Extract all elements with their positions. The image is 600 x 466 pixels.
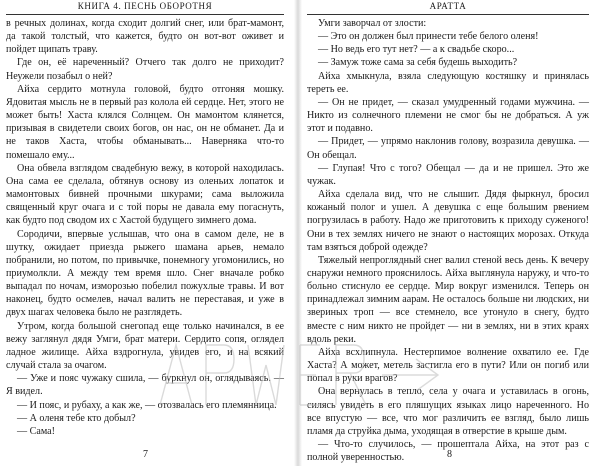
paragraph: Айха хмыкнула, взяла следующую костяшку и принялась тереть ее.: [307, 70, 589, 95]
running-head-left: КНИГА 4. ПЕСНЬ ОБОРОТНЯ: [6, 0, 284, 15]
paragraph: — Глупая! Что с того? Обещал — да и не пришел. Это же чужак.: [307, 162, 589, 187]
paragraph: Айха всхлипнула. Нестерпимое волнение охватило ее. Где Хаста? А может, метель застигла его в пути? Или он погиб или попал в руки врагов?: [307, 346, 589, 385]
paragraph: — Но ведь его тут нет? — а к свадьбе скоро...: [318, 44, 515, 56]
paragraph: Айха сделала вид, что не слышит. Дядя фыркнул, бросил кожаный полог и ушел. А девушка с еще большим рвением погрузилась в работу. Надо же приготовить к приходу суженого! Они в тех землях ничего не знают о настоящих морозах. Откуда там взяться доброй одежде?: [307, 189, 589, 253]
paragraph: Где он, её нареченный? Отчего так долго не приходит? Неужели позабыл о ней?: [6, 57, 284, 82]
paragraph: — Это он должен был принести тебе белого оленя!: [318, 31, 539, 43]
paragraph: Сородичи, впервые услышав, что она в самом деле, не в шутку, ожидает приезда рыжего шамана арьев, немало побранили, но потом, по привычке, понемногу угомонились, но приумолкли. А между тем время шло. Снег вначале робко выпадал по ночам, изморозью побелил пожухлые травы. И вот наконец, будто осмелев, начал валить не переставая, и уже в двух шагах человека было не разглядеть.: [6, 228, 284, 319]
right-page-text: [307, 17, 589, 464]
paragraph: Она вернулась в тепло, села у очага и уставилась в огонь, силясь увидеть в его пляшущих языках лицо нареченного. Но все впустую — все, что мог различить ее взгляд, было лишь пламя да струйка дыма, уходящая в отверстие в крыше дым.: [307, 386, 589, 437]
right-page: [304, 0, 595, 466]
paragraph: Она обвела взглядом свадебную вежу, в которой находилась. Она сама ее сделала, обтянув основу из оленьих лопаток и мамонтовых бивней прочными шкурами; сама выложила священный круг очага и с той поры не давала ему погаснуть, как будто под сводом их с Хастой будущего зимнего дома.: [6, 162, 284, 227]
paragraph: — И пояс, и рубаху, а как же, — отозвалась его племянница.: [17, 399, 277, 411]
paragraph: — Придет, — упрямо наклонив голову, возразила девушка. — Он обещал.: [307, 136, 589, 161]
left-page-text: [6, 17, 284, 438]
paragraph: в речных долинах, когда сходит долгий снег, или брат-мамонт, да такой толстый, что кажется, будто он вот-вот оживет и пойдет щипать траву.: [6, 18, 284, 56]
paragraph: — Замуж тоже сама за себя будешь выходить?: [318, 57, 518, 69]
paragraph: — А оленя тебе кто добыл?: [17, 412, 136, 424]
left-page: [0, 0, 291, 466]
paragraph: Умги заворчал от злости:: [318, 18, 427, 29]
paragraph: Тяжелый непроглядный снег валил стеной весь день. К вечеру снаружи немного прояснилось. Айха выглянула наружу, и что-то больно стиснуло ее сердце. Мир вокруг изменился. Теперь он принадлежал зимним аарам. Не осталось больше ни людских, ни звериных троп — все стемнело, все утонуло в снегу, будто вместе с ним никто не пройдет — ни в землях, ни в этих краях вдоль реки.: [307, 254, 589, 345]
page-number-left: 7: [143, 449, 148, 460]
paragraph: — Что-то случилось, — прошептала Айха, на этот раз с полной уверенностью.: [307, 439, 589, 464]
paragraph: — Он не придет, — сказал умудренный годами мужчина. — Никто из солнечного племени не смог бы не добраться. А уж этот и подавно.: [307, 96, 589, 135]
page-number-right: 8: [447, 449, 452, 460]
paragraph: Айха сердито мотнула головой, будто отгоняя мошку. Ядовитая мысль не в первый раз колола ей сердце. Нет, этого не может быть! Хаста клялся Солнцем. Он мамонтом клянется, призывая в свидетели своих богов, он нас, он не обманет. Да и не таков Хаста, чтобы обманывать... Наверняка что-то помешало ему...: [6, 83, 284, 161]
paragraph: Утром, когда большой снегопад еще только начинался, в ее вежу заглянул дядя Умги, брат матери. Сердито сопя, оглядел ладное жилище. Айха вздрогнула, увидев его, и на всякий случай стала за очагом.: [6, 320, 284, 372]
running-head-right: АРАТТА: [307, 0, 589, 15]
paragraph: — Уже и пояс чужаку сшила, — буркнул он, оглядываясь. — Я видел.: [6, 373, 284, 398]
book-gutter: [294, 0, 302, 466]
paragraph: — Сама!: [17, 425, 55, 437]
